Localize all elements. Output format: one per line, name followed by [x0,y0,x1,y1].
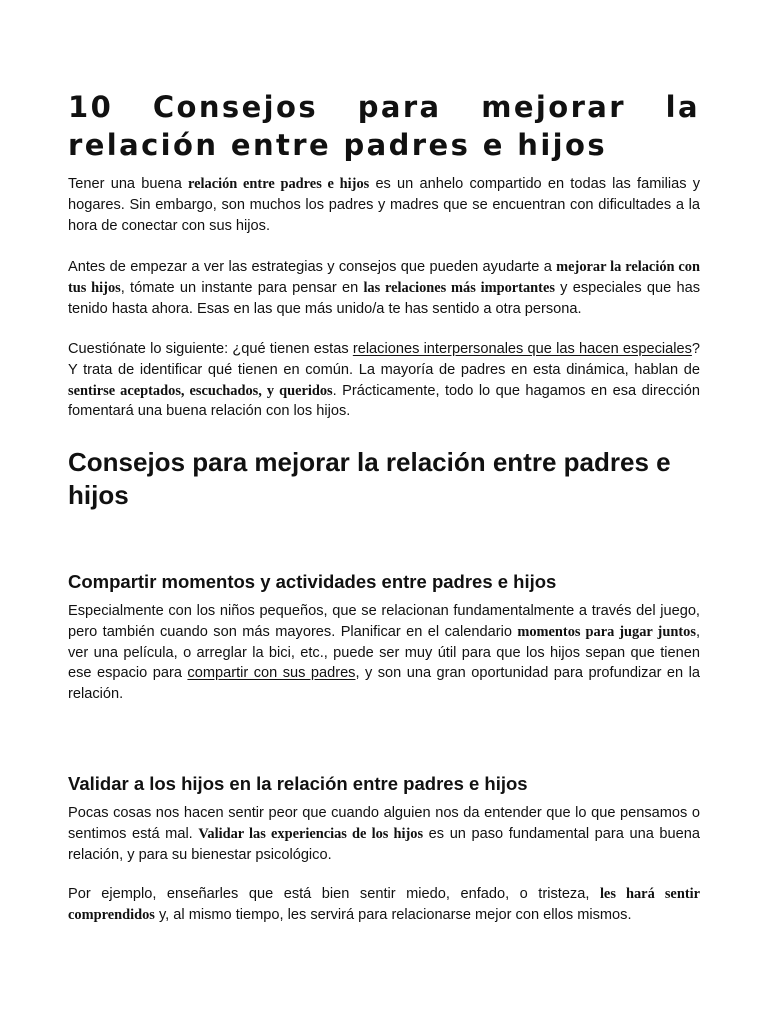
text-run: Pocas cosas nos hacen sentir peor que cuando alguien nos da entender que lo que pensamos o sentimos está mal. [68,805,700,842]
text-run: es un paso fundamental para una buena relación, y para su bienestar psicológico. [68,825,700,863]
text-run: , ver una película, o arreglar la bici, etc., puede ser muy útil para que los hijos sepan que tienen ese espacio para [68,623,700,682]
compartir-paragraph [68,601,700,705]
text-run: y, al mismo tiempo, les servirá para relacionarse mejor con ellos mismos. [154,906,632,923]
intro-paragraph-1 [68,174,700,236]
bold-text: momentos para jugar juntos [517,623,696,640]
intro-paragraph-3 [68,339,700,422]
text-run: , tómate un instante para pensar en [120,279,364,296]
bold-text: las relaciones más importantes [363,279,555,296]
page-title: 10 Consejos para mejorar la relación entre padres e hijos [68,90,700,162]
validar-paragraph-1 [68,803,700,865]
bold-text: les hará sentir comprendidos [68,886,701,923]
text-run: Especialmente con los niños pequeños, que se relacionan fundamentalmente a través del juego, pero también cuando son más mayores. Planificar en el calendario [68,603,700,640]
validar-paragraph-2 [68,884,700,926]
text-run: Tener una buena [68,176,189,192]
text-run: , y son una gran oportunidad para profundizar en la relación. [68,665,700,703]
text-run: y especiales que has tenido hasta ahora. Esas en las que más unido/a te has sentido a otra persona. [68,279,700,317]
bold-text: mejorar la relación con tus hijos [68,259,700,296]
subheading-compartir-momentos: Compartir momentos y actividades entre padres e hijos [68,571,557,592]
bold-text: relación entre padres e hijos [188,176,370,192]
text-run: es un anhelo compartido en todas las familias y hogares. Sin embargo, son muchos los padres y madres que se encuentran con dificultades a la hora de conectar con sus hijos. [68,176,700,234]
bold-text: Validar las experiencias de los hijos [198,825,424,842]
section-heading: Consejos para mejorar la relación entre padres e hijos [68,447,671,510]
text-run: . Prácticamente, todo lo que hagamos en esa dirección fomentará una buena relación con los hijos. [68,382,701,420]
subheading-validar-hijos: Validar a los hijos en la relación entre padres e hijos [68,773,528,794]
text-run: Por ejemplo, enseñarles que está bien sentir miedo, enfado, o tristeza, [68,886,600,902]
bold-text: sentirse aceptados, escuchados, y queridos [68,382,333,399]
intro-paragraph-2 [68,257,700,319]
text-run: Cuestiónate lo siguiente: ¿qué tienen estas [68,341,353,357]
link-compartir-con-sus-padres[interactable]: compartir con sus padres [187,665,356,682]
text-run: ? Y trata de identificar qué tienen en común. La mayoría de padres en esta dinámica, hablan de [68,341,701,378]
link-relaciones-interpersonales[interactable]: relaciones interpersonales que las hacen especiales [352,341,692,357]
text-run: Antes de empezar a ver las estrategias y consejos que pueden ayudarte a [68,259,557,275]
